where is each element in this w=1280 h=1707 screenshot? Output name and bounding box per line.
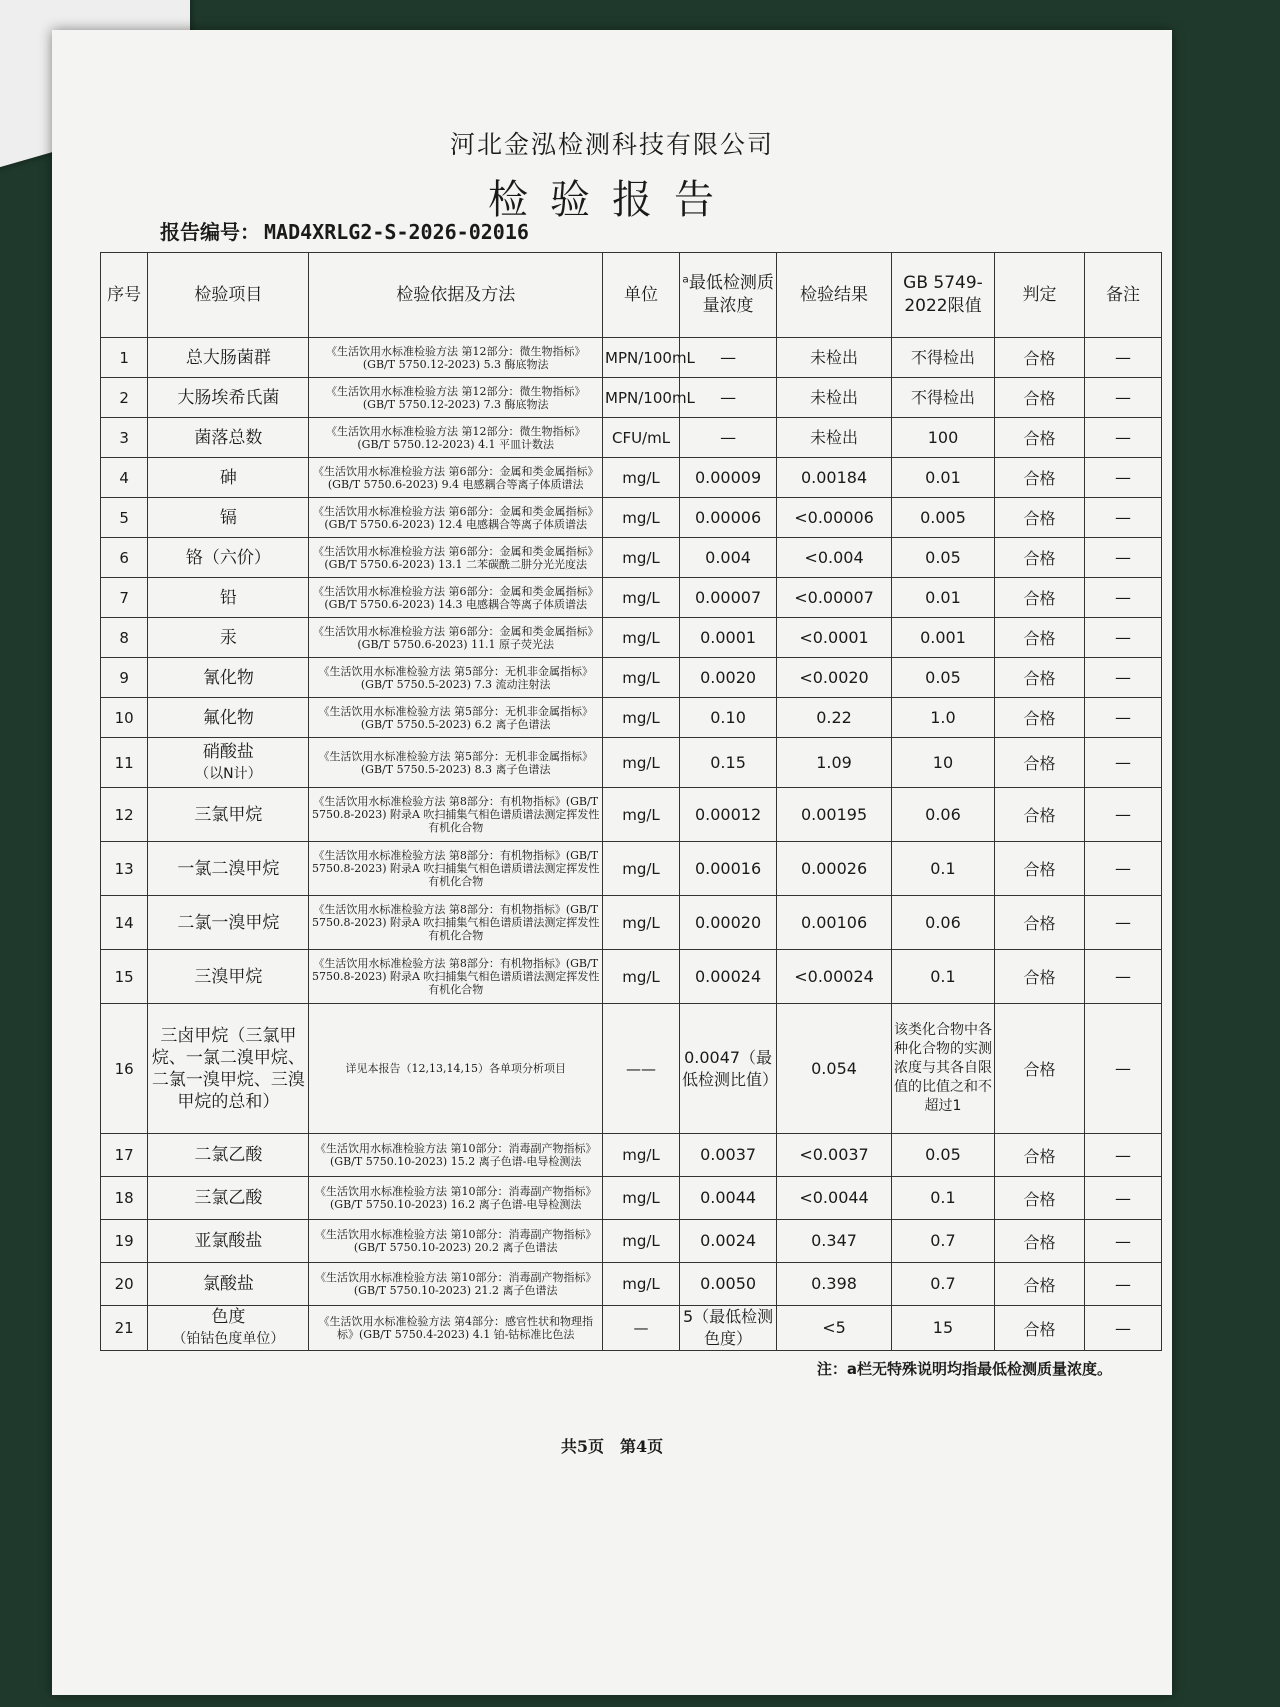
row-judge: 合格 (994, 1220, 1084, 1263)
row-limit: 该类化合物中各种化合物的实测浓度与其各自限值的比值之和不超过1 (891, 1004, 994, 1134)
row-method: 《生活饮用水标准检验方法 第6部分：金属和类金属指标》(GB/T 5750.6-2023) 11.1 原子荧光法 (309, 618, 603, 658)
row-remark: — (1084, 698, 1161, 738)
row-result: 0.00106 (777, 896, 892, 950)
row-judge: 合格 (994, 418, 1084, 458)
row-remark: — (1084, 1220, 1161, 1263)
row-method: 《生活饮用水标准检验方法 第8部分：有机物指标》(GB/T 5750.8-2023) 附录A 吹扫捕集气相色谱质谱法测定挥发性有机化合物 (309, 842, 603, 896)
row-remark: — (1084, 338, 1161, 378)
table-row (101, 1220, 1162, 1263)
row-mdl: — (680, 378, 777, 418)
table-row (101, 788, 1162, 842)
row-item (148, 738, 309, 788)
table-row (101, 950, 1162, 1004)
row-judge: 合格 (994, 498, 1084, 538)
row-unit: mg/L (603, 658, 680, 698)
table-row (101, 1177, 1162, 1220)
row-unit: mg/L (603, 698, 680, 738)
row-seq: 11 (101, 738, 148, 788)
header-mdl: ᵃ最低检测质量浓度 (680, 253, 777, 338)
row-limit: 100 (891, 418, 994, 458)
row-method: 详见本报告（12,13,14,15）各单项分析项目 (309, 1004, 603, 1134)
row-result: 0.00026 (777, 842, 892, 896)
row-result: <0.00024 (777, 950, 892, 1004)
row-item: 三氯乙酸 (148, 1177, 309, 1220)
row-item: 菌落总数 (148, 418, 309, 458)
table-header-row (101, 253, 1162, 338)
row-item: 三氯甲烷 (148, 788, 309, 842)
header-judge: 判定 (994, 253, 1084, 338)
row-mdl: 0.00012 (680, 788, 777, 842)
row-unit: mg/L (603, 788, 680, 842)
row-remark: — (1084, 538, 1161, 578)
row-method: 《生活饮用水标准检验方法 第10部分：消毒副产物指标》(GB/T 5750.10-2023) 16.2 离子色谱-电导检测法 (309, 1177, 603, 1220)
header-unit: 单位 (603, 253, 680, 338)
row-method: 《生活饮用水标准检验方法 第5部分：无机非金属指标》(GB/T 5750.5-2023) 8.3 离子色谱法 (309, 738, 603, 788)
row-judge: 合格 (994, 896, 1084, 950)
row-unit: mg/L (603, 578, 680, 618)
row-seq: 8 (101, 618, 148, 658)
row-seq: 6 (101, 538, 148, 578)
row-limit: 0.05 (891, 658, 994, 698)
row-item: 一氯二溴甲烷 (148, 842, 309, 896)
row-seq: 17 (101, 1134, 148, 1177)
table-row (101, 618, 1162, 658)
row-unit: mg/L (603, 1263, 680, 1306)
table-row (101, 1004, 1162, 1134)
row-mdl: 0.00009 (680, 458, 777, 498)
row-method: 《生活饮用水标准检验方法 第5部分：无机非金属指标》(GB/T 5750.5-2023) 7.3 流动注射法 (309, 658, 603, 698)
row-mdl: 5（最低检测色度） (680, 1306, 777, 1351)
row-unit: mg/L (603, 1177, 680, 1220)
row-item: 二氯乙酸 (148, 1134, 309, 1177)
row-unit: mg/L (603, 618, 680, 658)
row-method: 《生活饮用水标准检验方法 第8部分：有机物指标》(GB/T 5750.8-2023) 附录A 吹扫捕集气相色谱质谱法测定挥发性有机化合物 (309, 950, 603, 1004)
row-judge: 合格 (994, 618, 1084, 658)
row-method: 《生活饮用水标准检验方法 第6部分：金属和类金属指标》(GB/T 5750.6-2023) 13.1 二苯碳酰二肼分光光度法 (309, 538, 603, 578)
row-limit: 0.1 (891, 950, 994, 1004)
row-seq: 9 (101, 658, 148, 698)
row-limit: 0.01 (891, 458, 994, 498)
row-mdl: 0.0050 (680, 1263, 777, 1306)
table-row (101, 458, 1162, 498)
row-remark: — (1084, 658, 1161, 698)
row-result: <0.0044 (777, 1177, 892, 1220)
row-unit: mg/L (603, 896, 680, 950)
row-method: 《生活饮用水标准检验方法 第12部分：微生物指标》(GB/T 5750.12-2023) 7.3 酶底物法 (309, 378, 603, 418)
row-mdl: 0.0020 (680, 658, 777, 698)
row-result: 0.347 (777, 1220, 892, 1263)
row-unit: MPN/100mL (603, 338, 680, 378)
table-row (101, 698, 1162, 738)
row-remark: — (1084, 498, 1161, 538)
row-mdl: — (680, 418, 777, 458)
row-limit: 0.01 (891, 578, 994, 618)
row-result: <0.0037 (777, 1134, 892, 1177)
footnote: 注：a栏无特殊说明均指最低检测质量浓度。 (816, 1360, 1112, 1378)
table-body (101, 338, 1162, 1351)
row-seq: 4 (101, 458, 148, 498)
row-item: 氯酸盐 (148, 1263, 309, 1306)
row-item (148, 1306, 309, 1351)
row-method: 《生活饮用水标准检验方法 第5部分：无机非金属指标》(GB/T 5750.5-2023) 6.2 离子色谱法 (309, 698, 603, 738)
row-mdl: 0.15 (680, 738, 777, 788)
row-seq: 16 (101, 1004, 148, 1134)
row-item-name: 色度 (211, 1307, 246, 1327)
row-mdl: 0.00006 (680, 498, 777, 538)
row-judge: 合格 (994, 1177, 1084, 1220)
row-item: 总大肠菌群 (148, 338, 309, 378)
row-judge: 合格 (994, 1134, 1084, 1177)
row-seq: 13 (101, 842, 148, 896)
row-result: 未检出 (777, 378, 892, 418)
row-item: 三溴甲烷 (148, 950, 309, 1004)
row-mdl: 0.10 (680, 698, 777, 738)
row-result: <5 (777, 1306, 892, 1351)
row-judge: 合格 (994, 738, 1084, 788)
header-limit: GB 5749-2022限值 (891, 253, 994, 338)
row-mdl: 0.0037 (680, 1134, 777, 1177)
row-seq: 10 (101, 698, 148, 738)
header-result: 检验结果 (777, 253, 892, 338)
report-number-label: 报告编号： (160, 220, 260, 244)
page-counter: 共5页 第4页 (560, 1437, 664, 1456)
table-row (101, 338, 1162, 378)
row-limit: 1.0 (891, 698, 994, 738)
row-method: 《生活饮用水标准检验方法 第4部分：感官性状和物理指标》(GB/T 5750.4-2023) 4.1 铂-钴标准比色法 (309, 1306, 603, 1351)
row-mdl: 0.00024 (680, 950, 777, 1004)
row-mdl: 0.0001 (680, 618, 777, 658)
table-row (101, 578, 1162, 618)
row-judge: 合格 (994, 1004, 1084, 1134)
row-judge: 合格 (994, 788, 1084, 842)
row-unit: mg/L (603, 538, 680, 578)
row-remark: — (1084, 618, 1161, 658)
row-result: 0.398 (777, 1263, 892, 1306)
row-remark: — (1084, 788, 1161, 842)
row-result: 0.22 (777, 698, 892, 738)
row-remark: — (1084, 1177, 1161, 1220)
row-limit: 0.05 (891, 1134, 994, 1177)
row-remark: — (1084, 418, 1161, 458)
row-remark: — (1084, 1263, 1161, 1306)
row-item: 氟化物 (148, 698, 309, 738)
table-row (101, 896, 1162, 950)
header-item: 检验项目 (148, 253, 309, 338)
row-limit: 0.06 (891, 896, 994, 950)
row-seq: 12 (101, 788, 148, 842)
row-mdl: 0.004 (680, 538, 777, 578)
row-limit: 0.06 (891, 788, 994, 842)
row-unit: mg/L (603, 498, 680, 538)
row-unit: —— (603, 1004, 680, 1134)
table-row (101, 738, 1162, 788)
row-unit: mg/L (603, 842, 680, 896)
row-judge: 合格 (994, 658, 1084, 698)
row-mdl: 0.00007 (680, 578, 777, 618)
table-row (101, 498, 1162, 538)
row-mdl: 0.00016 (680, 842, 777, 896)
row-result: 1.09 (777, 738, 892, 788)
row-judge: 合格 (994, 338, 1084, 378)
row-limit: 不得检出 (891, 378, 994, 418)
row-seq: 21 (101, 1306, 148, 1351)
row-method: 《生活饮用水标准检验方法 第12部分：微生物指标》(GB/T 5750.12-2023) 5.3 酶底物法 (309, 338, 603, 378)
row-method: 《生活饮用水标准检验方法 第10部分：消毒副产物指标》(GB/T 5750.10-2023) 21.2 离子色谱法 (309, 1263, 603, 1306)
row-judge: 合格 (994, 458, 1084, 498)
report-page (52, 30, 1172, 1695)
row-limit: 0.7 (891, 1220, 994, 1263)
row-seq: 18 (101, 1177, 148, 1220)
row-limit: 0.7 (891, 1263, 994, 1306)
row-item: 镉 (148, 498, 309, 538)
row-result: <0.00006 (777, 498, 892, 538)
report-number-value: MAD4XRLG2-S-2026-02016 (264, 220, 529, 244)
row-method: 《生活饮用水标准检验方法 第6部分：金属和类金属指标》(GB/T 5750.6-2023) 9.4 电感耦合等离子体质谱法 (309, 458, 603, 498)
row-seq: 1 (101, 338, 148, 378)
row-unit: mg/L (603, 738, 680, 788)
row-mdl: 0.0024 (680, 1220, 777, 1263)
row-remark: — (1084, 458, 1161, 498)
header-remark: 备注 (1084, 253, 1161, 338)
row-item: 二氯一溴甲烷 (148, 896, 309, 950)
report-title: 检验报告 (488, 177, 736, 223)
row-remark: — (1084, 378, 1161, 418)
row-method: 《生活饮用水标准检验方法 第8部分：有机物指标》(GB/T 5750.8-2023) 附录A 吹扫捕集气相色谱质谱法测定挥发性有机化合物 (309, 896, 603, 950)
row-remark: — (1084, 1004, 1161, 1134)
row-result: <0.0001 (777, 618, 892, 658)
table-row (101, 378, 1162, 418)
row-result: 0.00184 (777, 458, 892, 498)
row-result: 0.00195 (777, 788, 892, 842)
table-row (101, 418, 1162, 458)
row-seq: 19 (101, 1220, 148, 1263)
row-limit: 0.001 (891, 618, 994, 658)
row-method: 《生活饮用水标准检验方法 第12部分：微生物指标》(GB/T 5750.12-2023) 4.1 平皿计数法 (309, 418, 603, 458)
row-result: <0.004 (777, 538, 892, 578)
row-item: 大肠埃希氏菌 (148, 378, 309, 418)
row-judge: 合格 (994, 950, 1084, 1004)
row-method: 《生活饮用水标准检验方法 第6部分：金属和类金属指标》(GB/T 5750.6-2023) 12.4 电感耦合等离子体质谱法 (309, 498, 603, 538)
row-judge: 合格 (994, 538, 1084, 578)
row-method: 《生活饮用水标准检验方法 第8部分：有机物指标》(GB/T 5750.8-2023) 附录A 吹扫捕集气相色谱质谱法测定挥发性有机化合物 (309, 788, 603, 842)
report-number (160, 216, 529, 245)
row-remark: — (1084, 896, 1161, 950)
header-method: 检验依据及方法 (309, 253, 603, 338)
row-seq: 14 (101, 896, 148, 950)
row-judge: 合格 (994, 698, 1084, 738)
row-mdl: — (680, 338, 777, 378)
row-result: <0.0020 (777, 658, 892, 698)
table-row (101, 658, 1162, 698)
row-seq: 20 (101, 1263, 148, 1306)
company-name: 河北金泓检测科技有限公司 (449, 130, 774, 159)
row-mdl: 0.0047（最低检测比值） (680, 1004, 777, 1134)
row-limit: 15 (891, 1306, 994, 1351)
row-judge: 合格 (994, 1263, 1084, 1306)
row-limit: 10 (891, 738, 994, 788)
row-item: 汞 (148, 618, 309, 658)
row-judge: 合格 (994, 378, 1084, 418)
row-result: 未检出 (777, 338, 892, 378)
row-remark: — (1084, 950, 1161, 1004)
row-item-sub: （以N计） (195, 765, 262, 782)
row-seq: 5 (101, 498, 148, 538)
row-unit: MPN/100mL (603, 378, 680, 418)
row-unit: CFU/mL (603, 418, 680, 458)
row-seq: 15 (101, 950, 148, 1004)
row-item: 三卤甲烷（三氯甲烷、一氯二溴甲烷、二氯一溴甲烷、三溴甲烷的总和） (148, 1004, 309, 1134)
row-seq: 2 (101, 378, 148, 418)
row-unit: mg/L (603, 458, 680, 498)
row-remark: — (1084, 1306, 1161, 1351)
row-remark: — (1084, 842, 1161, 896)
row-remark: — (1084, 738, 1161, 788)
row-unit: mg/L (603, 1134, 680, 1177)
row-judge: 合格 (994, 842, 1084, 896)
row-unit: mg/L (603, 1220, 680, 1263)
row-limit: 不得检出 (891, 338, 994, 378)
table-row (101, 842, 1162, 896)
row-limit: 0.1 (891, 842, 994, 896)
table-row (101, 1263, 1162, 1306)
table-row (101, 538, 1162, 578)
table-row (101, 1134, 1162, 1177)
row-remark: — (1084, 578, 1161, 618)
row-mdl: 0.0044 (680, 1177, 777, 1220)
header-seq: 序号 (101, 253, 148, 338)
row-judge: 合格 (994, 1306, 1084, 1351)
row-item-name: 硝酸盐 (202, 741, 254, 762)
row-method: 《生活饮用水标准检验方法 第10部分：消毒副产物指标》(GB/T 5750.10-2023) 20.2 离子色谱法 (309, 1220, 603, 1263)
row-item: 铅 (148, 578, 309, 618)
row-limit: 0.05 (891, 538, 994, 578)
table-row (101, 1306, 1162, 1351)
row-result: <0.00007 (777, 578, 892, 618)
row-unit: — (603, 1306, 680, 1351)
row-item: 铬（六价） (148, 538, 309, 578)
row-item: 砷 (148, 458, 309, 498)
row-seq: 7 (101, 578, 148, 618)
row-mdl: 0.00020 (680, 896, 777, 950)
row-seq: 3 (101, 418, 148, 458)
row-item-sub: （铂钴色度单位） (172, 1331, 285, 1347)
row-result: 0.054 (777, 1004, 892, 1134)
results-table (100, 252, 1162, 1351)
row-unit: mg/L (603, 950, 680, 1004)
row-limit: 0.005 (891, 498, 994, 538)
row-result: 未检出 (777, 418, 892, 458)
row-method: 《生活饮用水标准检验方法 第10部分：消毒副产物指标》(GB/T 5750.10-2023) 15.2 离子色谱-电导检测法 (309, 1134, 603, 1177)
row-judge: 合格 (994, 578, 1084, 618)
row-item: 氰化物 (148, 658, 309, 698)
row-method: 《生活饮用水标准检验方法 第6部分：金属和类金属指标》(GB/T 5750.6-2023) 14.3 电感耦合等离子体质谱法 (309, 578, 603, 618)
row-limit: 0.1 (891, 1177, 994, 1220)
row-item: 亚氯酸盐 (148, 1220, 309, 1263)
row-remark: — (1084, 1134, 1161, 1177)
